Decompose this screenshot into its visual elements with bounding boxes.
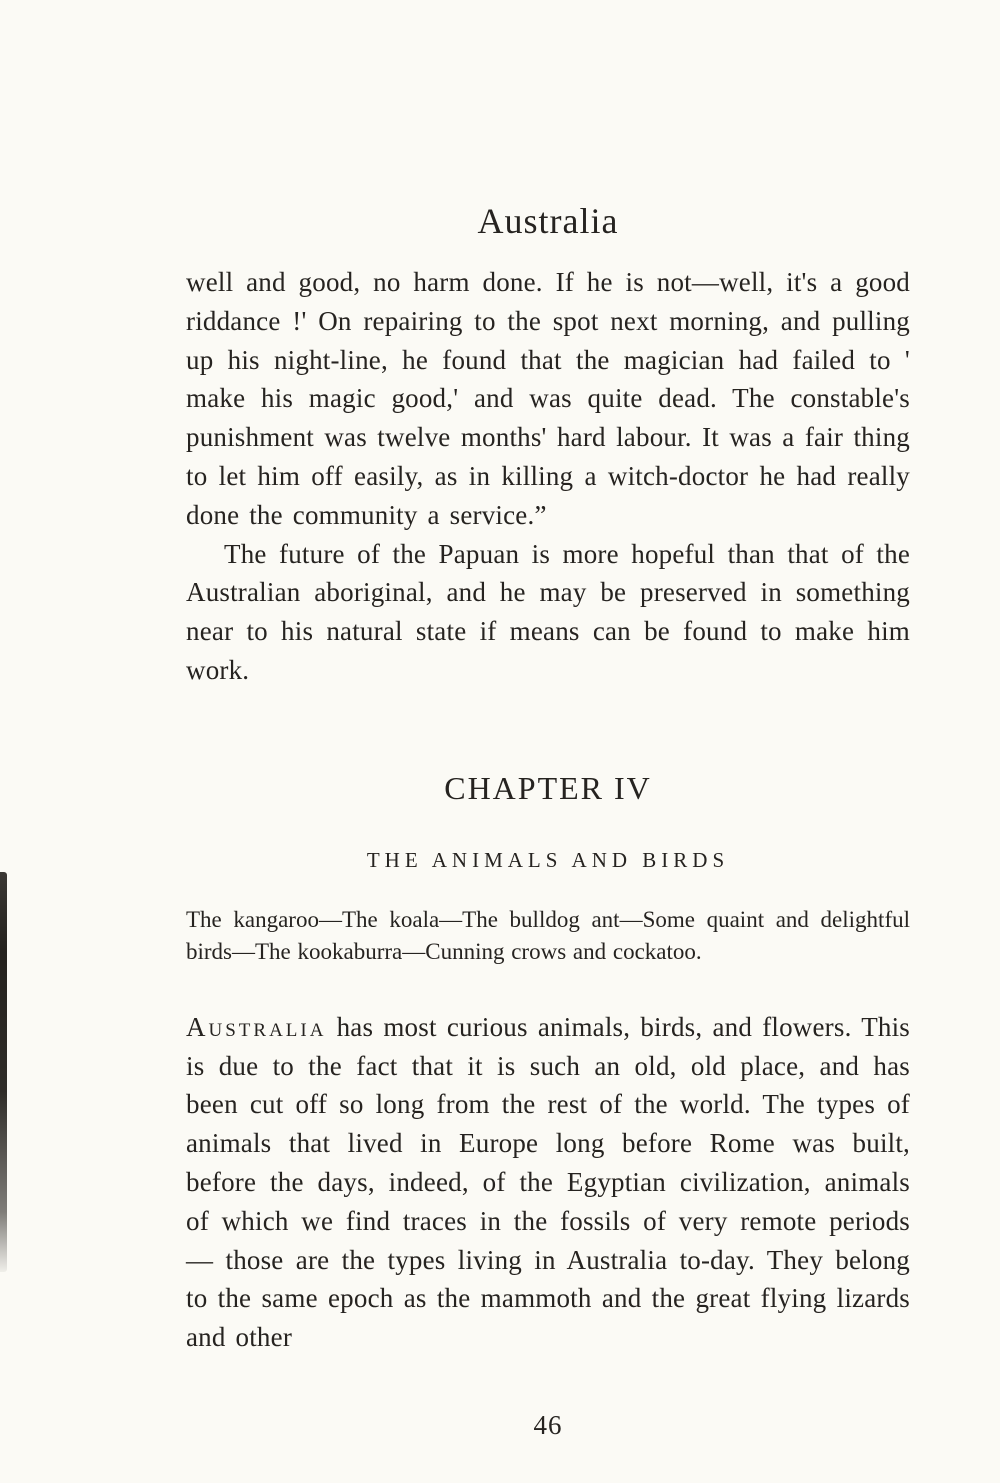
page-content [186, 0, 910, 1357]
chapter-summary: The kangaroo—The koala—The bulldog ant—Some quaint and delightful birds—The kookaburra—Cunning crows and cockatoo. [186, 906, 910, 964]
lead-word-small-caps: Australia [186, 1011, 327, 1042]
paragraph-australia-animals-text: has most curious animals, birds, and flowers. This is due to the fact that it is such an old, old place, and has been cut off so long from the rest of the world. The types of animals that lived in Europe long before Rome was built, before the days, indeed, of the Egyptian civilization, animals of which we find traces in the fossils of very remote periods — those are the types living in Australia to-day. They belong to the same epoch as the mammoth and the great flying lizards and other [186, 1011, 910, 1353]
page-number: 46 [533, 1410, 563, 1440]
paragraph-papuan-future: The future of the Papuan is more hopeful than that of the Australian aboriginal, and he may be preserved in something near to his natural state if means can be found to make him work. [186, 538, 910, 685]
paragraph-witch-doctor: well and good, no harm done. If he is not—well, it's a good riddance !' On repairing to the spot next morning, and pulling up his night-line, he found that the magician had failed to ' make his magic good,' and was quite dead. The constable's punishment was twelve months' hard labour. It was a fair thing to let him off easily, as in killing a witch-doctor he had really done the community a service.” [186, 267, 910, 530]
chapter-heading: CHAPTER IV [444, 769, 652, 806]
scan-edge-artifact [0, 872, 7, 1272]
chapter-subtitle: THE ANIMALS AND BIRDS [366, 847, 730, 872]
running-header-title: Australia [477, 201, 619, 241]
paragraph-australia-animals [186, 1008, 910, 1357]
